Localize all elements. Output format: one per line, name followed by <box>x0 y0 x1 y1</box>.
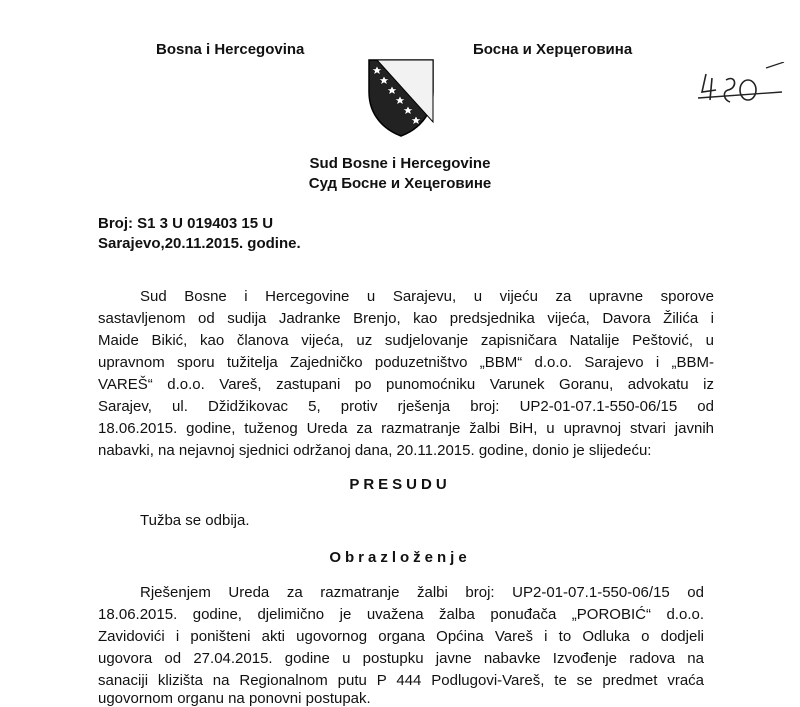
court-name-latin: Sud Bosne i Hercegovine <box>309 155 491 172</box>
intro-line: Sarajev, ul. Džidžikovac 5, protiv rješenja broj: UP2-01-07.1-550-06/15 od <box>98 398 714 415</box>
country-name-latin: Bosna i Hercegovina <box>156 41 305 58</box>
handwritten-number-annotation <box>696 62 786 104</box>
intro-line: upravnom sporu tužitelja Zajedničko poduzetništvo „BBM“ d.o.o. Sarajevo i „BBM- <box>98 354 714 371</box>
case-number: Broj: S1 3 U 019403 15 U <box>98 215 274 232</box>
reasoning-line: sanaciji klizišta na Regionalnom putu P 444 Podlugovi-Vareš, te se predmet vraća <box>98 672 704 689</box>
intro-line: VAREŠ“ d.o.o. Vareš, zastupani po punomoćniku Varunek Goranu, advokatu iz <box>98 376 714 393</box>
coat-of-arms-emblem <box>367 58 435 138</box>
intro-line: 18.06.2015. godine, tuženog Ureda za razmatranje žalbi BiH, u upravnoj stvari javnih <box>98 420 714 437</box>
verdict-text: Tužba se odbija. <box>140 512 250 529</box>
reasoning-line: ugovora od 27.04.2015. godine u postupku javne nabavke Izvođenje radova na <box>98 650 704 667</box>
court-name-cyrillic: Суд Босне и Хецеговине <box>308 175 492 192</box>
reasoning-line: Zavidovići i poništeni akti ugovornog organa Općina Vareš i to Odluka o dodjeli <box>98 628 704 645</box>
intro-line: nabavki, na nejavnoj sjednici održanoj dana, 20.11.2015. godine, donio je slijedeću: <box>98 442 652 459</box>
intro-line: sastavljenom od sudija Jadranke Brenjo, kao predsjednika vijeća, Davora Žilića i <box>98 310 714 327</box>
reasoning-line: Rješenjem Ureda za razmatranje žalbi broj: UP2-01-07.1-550-06/15 od <box>140 584 704 601</box>
reasoning-heading: Obrazloženje <box>329 549 471 566</box>
place-and-date: Sarajevo,20.11.2015. godine. <box>98 235 301 252</box>
reasoning-line: 18.06.2015. godine, djelimično je uvažena žalba ponuđača „POROBIĆ“ d.o.o. <box>98 606 704 623</box>
reasoning-line: ugovornom organu na ponovni postupak. <box>98 690 371 707</box>
intro-line: Sud Bosne i Hercegovine u Sarajevu, u vijeću za upravne sporove <box>140 288 714 305</box>
intro-line: Maide Bikić, kao članova vijeća, uz sudjelovanje zapisničara Natalije Peštović, u <box>98 332 714 349</box>
verdict-heading: PRESUDU <box>349 476 451 493</box>
country-name-cyrillic: Босна и Херцеговина <box>473 41 633 58</box>
